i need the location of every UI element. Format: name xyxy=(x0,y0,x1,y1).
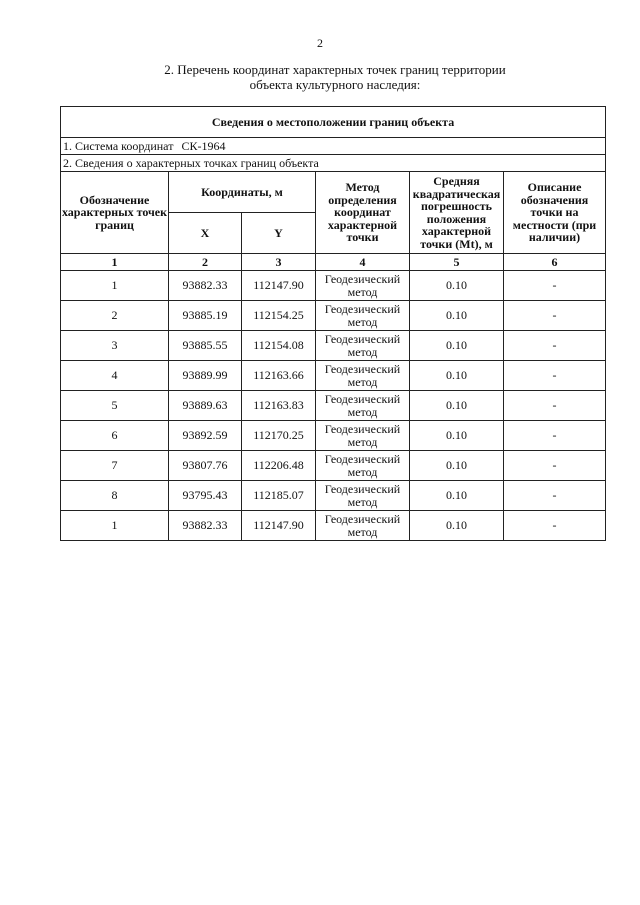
header-method: Метод определения координат характерной точки xyxy=(316,172,410,254)
cell-method xyxy=(316,391,410,421)
cell-method xyxy=(316,271,410,301)
cell-description: - xyxy=(504,331,606,361)
cell-error: 0.10 xyxy=(410,331,504,361)
method-line-1: Геодезический xyxy=(324,271,401,286)
cell-description: - xyxy=(504,451,606,481)
cell-description: - xyxy=(504,361,606,391)
method-line-2: метод xyxy=(347,524,378,539)
cell-method xyxy=(316,511,410,541)
cell-error: 0.10 xyxy=(410,301,504,331)
document-heading xyxy=(0,62,640,92)
page-number: 2 xyxy=(317,36,323,50)
method-line-2: метод xyxy=(347,374,378,389)
table-row xyxy=(61,361,606,391)
method-line-1: Геодезический xyxy=(324,361,401,376)
coord-system-value: СК-1964 xyxy=(181,138,226,153)
cell-x: 93885.19 xyxy=(169,301,242,331)
table-row xyxy=(61,421,606,451)
method-line-2: метод xyxy=(347,314,378,329)
method-line-2: метод xyxy=(347,494,378,509)
method-line-1: Геодезический xyxy=(324,301,401,316)
cell-point: 5 xyxy=(61,391,169,421)
cell-y: 112170.25 xyxy=(242,421,316,451)
cell-y: 112163.66 xyxy=(242,361,316,391)
cell-point: 8 xyxy=(61,481,169,511)
header-point-designation: Обозначение характерных точек границ xyxy=(61,172,169,254)
cell-point: 7 xyxy=(61,451,169,481)
cell-point: 1 xyxy=(61,271,169,301)
method-line-1: Геодезический xyxy=(324,481,401,496)
cell-point: 6 xyxy=(61,421,169,451)
coord-system-row xyxy=(61,138,606,155)
cell-error: 0.10 xyxy=(410,481,504,511)
cell-method xyxy=(316,361,410,391)
coordinates-table xyxy=(60,106,606,541)
cell-method xyxy=(316,331,410,361)
cell-error: 0.10 xyxy=(410,511,504,541)
cell-y: 112154.08 xyxy=(242,331,316,361)
cell-error: 0.10 xyxy=(410,451,504,481)
cell-x: 93892.59 xyxy=(169,421,242,451)
table-row xyxy=(61,481,606,511)
cell-x: 93882.33 xyxy=(169,511,242,541)
cell-description: - xyxy=(504,481,606,511)
cell-y: 112154.25 xyxy=(242,301,316,331)
cell-y: 112163.83 xyxy=(242,391,316,421)
heading-line-2: объекта культурного наследия: xyxy=(249,77,421,92)
column-number-5: 5 xyxy=(410,254,504,271)
column-number-4: 4 xyxy=(316,254,410,271)
cell-x: 93889.63 xyxy=(169,391,242,421)
heading-line-1: 2. Перечень координат характерных точек границ территории xyxy=(164,62,506,77)
method-line-2: метод xyxy=(347,284,378,299)
cell-point: 1 xyxy=(61,511,169,541)
cell-method xyxy=(316,421,410,451)
header-x: X xyxy=(169,213,242,254)
column-number-3: 3 xyxy=(242,254,316,271)
cell-x: 93885.55 xyxy=(169,331,242,361)
table-title: Сведения о местоположении границ объекта xyxy=(61,107,606,138)
method-line-1: Геодезический xyxy=(324,391,401,406)
table-row xyxy=(61,511,606,541)
cell-y: 112185.07 xyxy=(242,481,316,511)
cell-error: 0.10 xyxy=(410,421,504,451)
table-row xyxy=(61,391,606,421)
method-line-1: Геодезический xyxy=(324,331,401,346)
cell-point: 2 xyxy=(61,301,169,331)
cell-description: - xyxy=(504,301,606,331)
method-line-2: метод xyxy=(347,464,378,479)
cell-error: 0.10 xyxy=(410,361,504,391)
header-description: Описание обозначения точки на местности (при наличии) xyxy=(504,172,606,254)
cell-method xyxy=(316,481,410,511)
cell-method xyxy=(316,451,410,481)
table-row xyxy=(61,301,606,331)
column-number-1: 1 xyxy=(61,254,169,271)
column-number-6: 6 xyxy=(504,254,606,271)
coord-system-label: 1. Система координат xyxy=(63,138,174,153)
cell-x: 93795.43 xyxy=(169,481,242,511)
method-line-2: метод xyxy=(347,404,378,419)
cell-error: 0.10 xyxy=(410,271,504,301)
cell-error: 0.10 xyxy=(410,391,504,421)
points-info-row: 2. Сведения о характерных точках границ объекта xyxy=(61,155,606,172)
cell-point: 4 xyxy=(61,361,169,391)
table-row xyxy=(61,271,606,301)
cell-y: 112147.90 xyxy=(242,271,316,301)
method-line-1: Геодезический xyxy=(324,421,401,436)
table-row xyxy=(61,331,606,361)
cell-description: - xyxy=(504,511,606,541)
header-error: Средняя квадратическая погрешность положения характерной точки (Mt), м xyxy=(410,172,504,254)
column-number-2: 2 xyxy=(169,254,242,271)
cell-description: - xyxy=(504,391,606,421)
method-line-2: метод xyxy=(347,434,378,449)
cell-x: 93807.76 xyxy=(169,451,242,481)
cell-y: 112206.48 xyxy=(242,451,316,481)
cell-point: 3 xyxy=(61,331,169,361)
cell-method xyxy=(316,301,410,331)
method-line-1: Геодезический xyxy=(324,451,401,466)
method-line-1: Геодезический xyxy=(324,511,401,526)
method-line-2: метод xyxy=(347,344,378,359)
table-row xyxy=(61,451,606,481)
header-coordinates: Координаты, м xyxy=(169,172,316,213)
cell-description: - xyxy=(504,421,606,451)
cell-x: 93882.33 xyxy=(169,271,242,301)
cell-y: 112147.90 xyxy=(242,511,316,541)
header-y: Y xyxy=(242,213,316,254)
cell-description: - xyxy=(504,271,606,301)
cell-x: 93889.99 xyxy=(169,361,242,391)
